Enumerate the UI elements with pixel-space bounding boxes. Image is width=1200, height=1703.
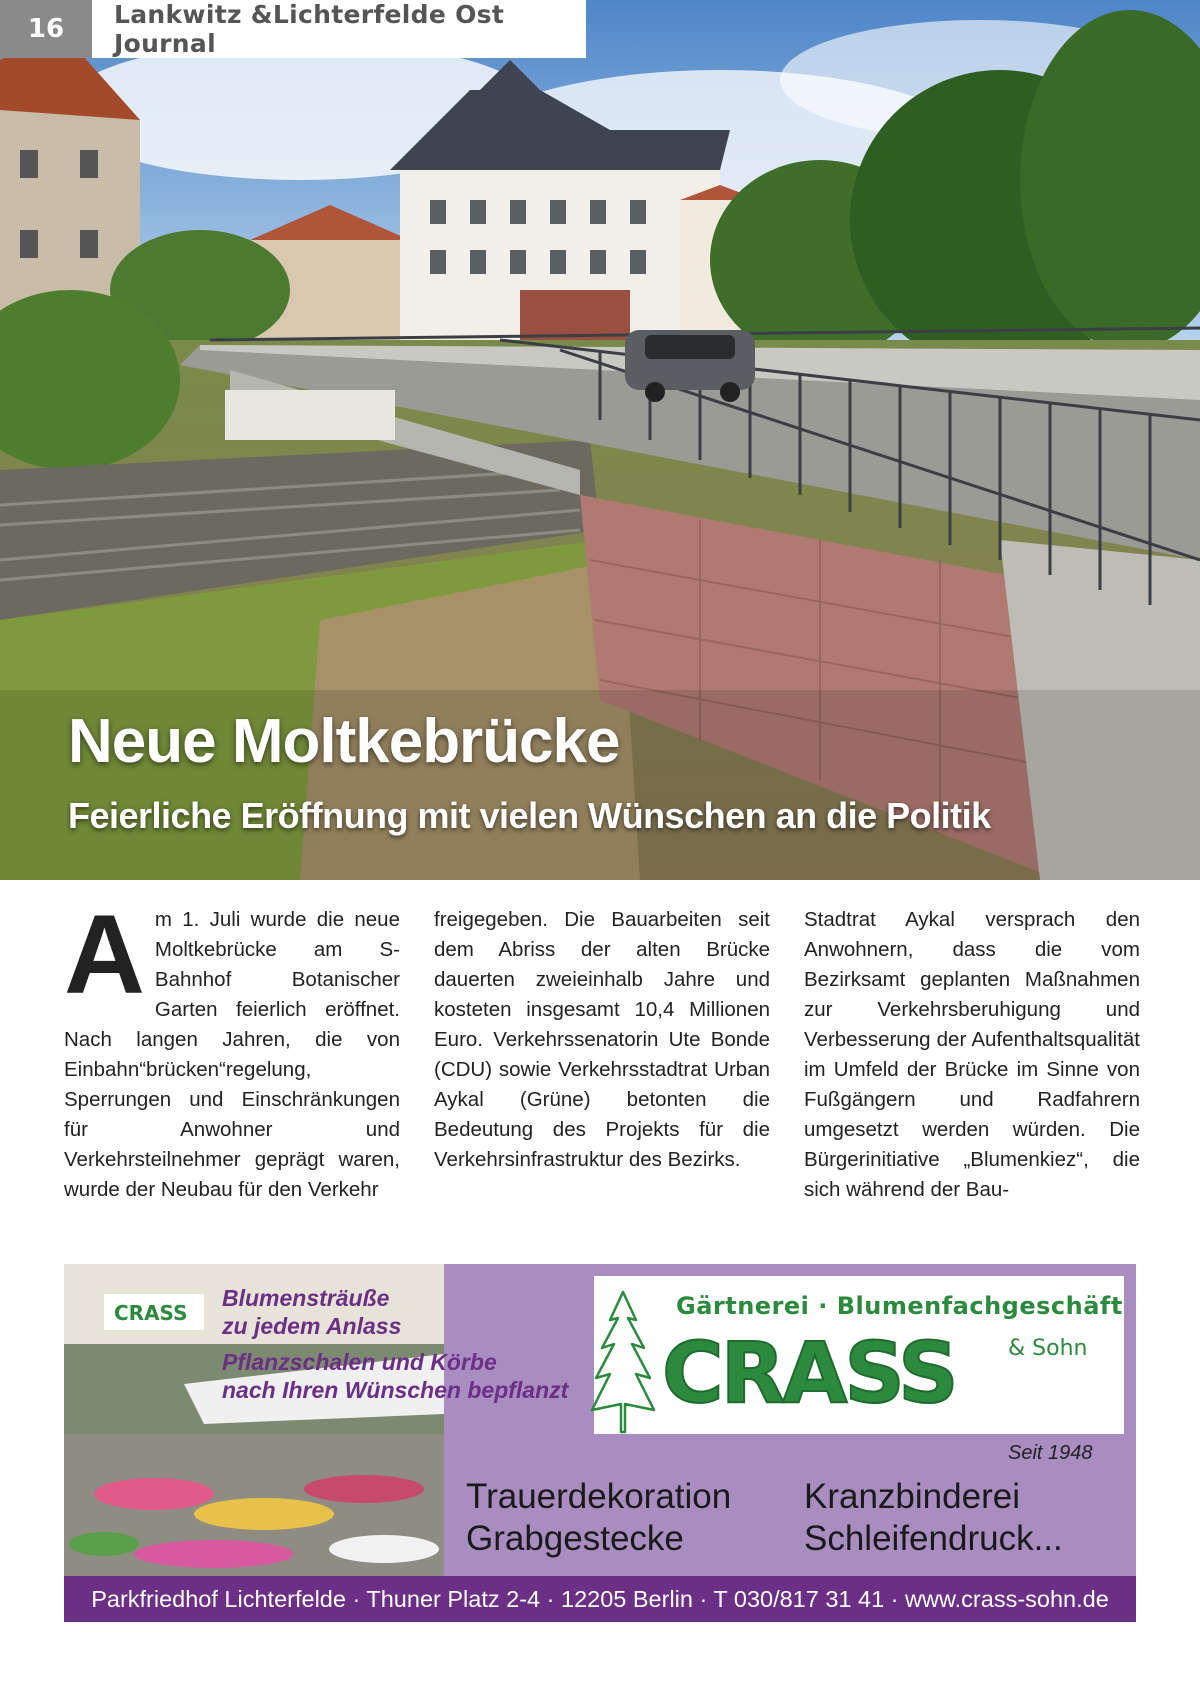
tagline-line-4: nach Ihren Wünschen bepflanzt [222, 1377, 569, 1403]
service-schleifendruck: Schleifendruck... [804, 1519, 1063, 1558]
business-type: Gärtnerei · Blumenfachgeschäft [676, 1292, 1123, 1320]
since-year: Seit 1948 [1008, 1442, 1093, 1464]
drop-cap: A [64, 892, 145, 1017]
advertisement [64, 1264, 1136, 1622]
tagline-line-3: Pflanzschalen und Körbe [222, 1349, 497, 1375]
svg-text:CRASS: CRASS [114, 1301, 188, 1325]
service-grabgestecke: Grabgestecke [466, 1519, 684, 1558]
tagline-line-1: Blumensträuße [222, 1285, 390, 1311]
article-column-2: freigegeben. Die Bauarbeiten seit dem Abriss der alten Brücke dauerten zweieinhalb Jahre und kosteten insgesamt 10,4 Millionen Euro. Verkehrssenatorin Ute Bonde (CDU) sowie Verkehrsstadtrat Urban Aykal (Grüne) betonten die Bedeutung des Projekts für die Verkehrsinfrastruktur des Bezirks. [434, 908, 770, 1171]
article-column-3: Stadtrat Aykal versprach den Anwohnern, dass die vom Bezirksamt geplanten Maßnahmen zur Verkehrsberuhigung und Verbesserung der Aufenthaltsqualität im Umfeld der Brücke im Sinne von Fußgängern und Radfahrern umgesetzt werden würden. Die Bürgerinitiative „Blumenkiez“, die sich während der Bau- [804, 908, 1140, 1201]
ad-tagline [222, 1284, 568, 1404]
brand-name: CRASS [662, 1324, 956, 1414]
fir-tree-icon [588, 1286, 658, 1436]
article-body [64, 892, 1140, 1245]
journal-name: Lankwitz &Lichterfelde Ost Journal [92, 0, 586, 58]
subheadline: Feierliche Eröffnung mit vielen Wünschen an die Politik [68, 795, 991, 836]
tagline-line-2: zu jedem Anlass [222, 1313, 402, 1339]
page-header [0, 0, 586, 58]
crass-logo [656, 1324, 996, 1414]
ad-contact-footer: Parkfriedhof Lichterfelde · Thuner Platz 2-4 · 12205 Berlin · T 030/817 31 41 · www.crass-sohn.de [64, 1576, 1136, 1622]
brand-suffix: & Sohn [1008, 1336, 1088, 1361]
service-trauerdekoration: Trauerdekoration [466, 1477, 732, 1516]
column-1-text: m 1. Juli wurde die neue Moltkebrücke am S-Bahnhof Botanischer Garten feierlich eröffnet. Nach langen Jahren, die von Einbahn“brücken“regelung, Sperrungen und Einschränkungen für Anwohner und Verkehrsteilnehmer geprägt waren, wurde der Neubau für den Verkehr [64, 908, 400, 1201]
services-right [804, 1476, 1063, 1560]
headline: Neue Moltkebrücke [68, 707, 620, 776]
article-column-1 [64, 892, 400, 1245]
services-left [466, 1476, 731, 1560]
page-number: 16 [0, 0, 92, 58]
service-kranzbinderei: Kranzbinderei [804, 1477, 1020, 1516]
